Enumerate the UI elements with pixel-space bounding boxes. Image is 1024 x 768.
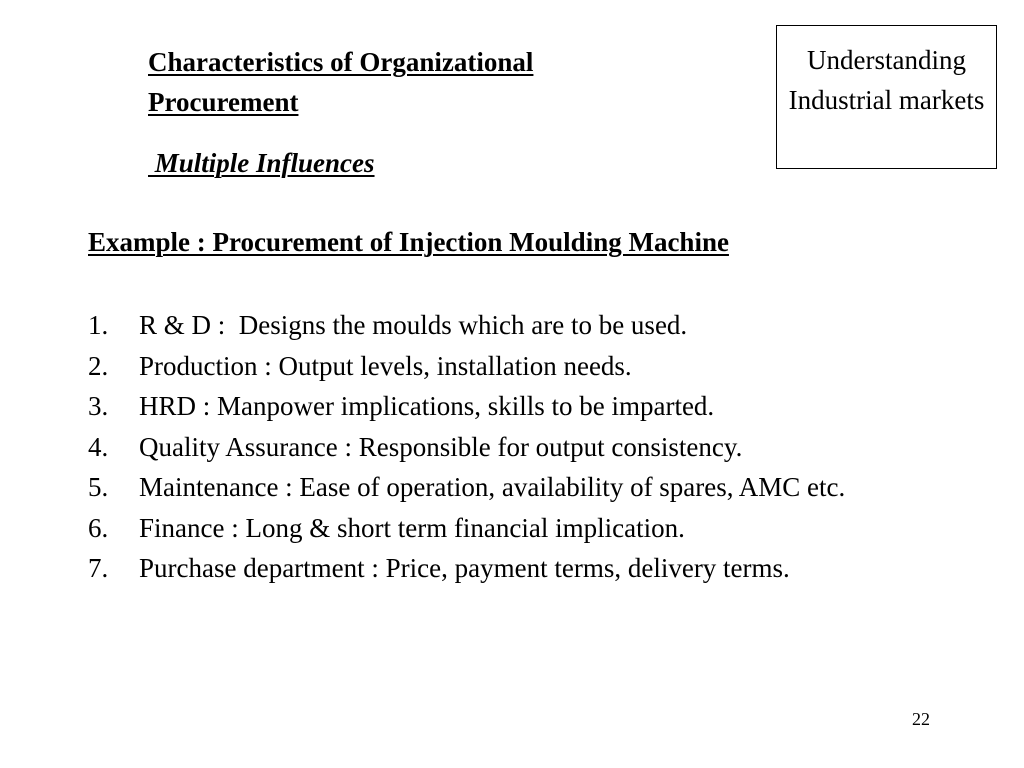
- list-item: [88, 427, 918, 468]
- slide-subtitle: Multiple Influences: [148, 148, 375, 178]
- list-item-text: Finance : Long & short term financial implication.: [139, 512, 685, 543]
- list-item: [88, 386, 918, 427]
- list-item-number: 1.: [88, 310, 109, 340]
- list-item-number: 3.: [88, 391, 109, 421]
- list-item: [88, 305, 918, 346]
- list-item-text: Purchase department : Price, payment terms, delivery terms.: [139, 553, 790, 583]
- list-item-text: Maintenance : Ease of operation, availability of spares, AMC etc.: [139, 472, 846, 502]
- example-heading: Example : Procurement of Injection Moulding Machine: [88, 227, 729, 257]
- topic-box-label: Understanding Industrial markets: [788, 45, 985, 115]
- list-item: [88, 548, 918, 589]
- list-item-number: 7.: [88, 553, 109, 583]
- list-item-number: 6.: [88, 512, 109, 543]
- list-item-text: Production : Output levels, installation needs.: [139, 350, 632, 381]
- list-item: [88, 467, 918, 508]
- page-number: 22: [912, 709, 930, 729]
- list-item-text: R & D : Designs the moulds which are to be used.: [139, 310, 688, 340]
- list-item-text: HRD : Manpower implications, skills to be imparted.: [139, 391, 715, 421]
- influence-list: [88, 305, 918, 589]
- slide-title: Characteristics of Organizational Procurement: [148, 47, 534, 117]
- list-item-number: 2.: [88, 350, 109, 381]
- list-item-number: 5.: [88, 472, 109, 502]
- list-item: [88, 508, 918, 549]
- topic-box: [776, 25, 997, 169]
- list-item-number: 4.: [88, 431, 109, 462]
- list-item: [88, 346, 918, 387]
- list-item-text: Quality Assurance : Responsible for output consistency.: [139, 431, 743, 462]
